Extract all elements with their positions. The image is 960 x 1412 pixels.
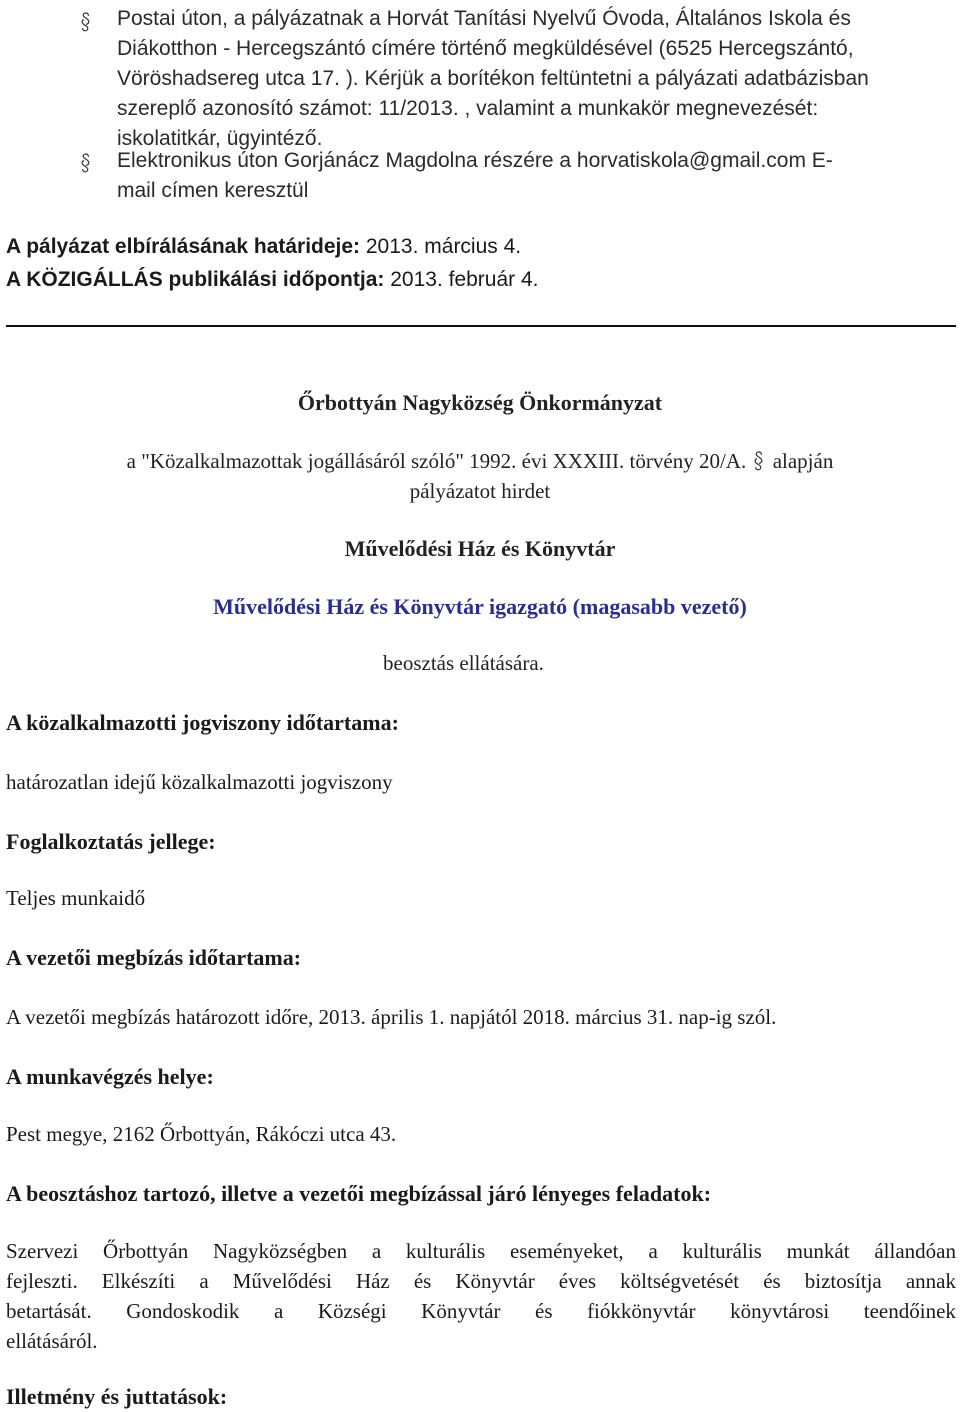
employment-duration-value: határozatlan idejű közalkalmazotti jogviszony xyxy=(6,770,393,794)
section-sign-icon xyxy=(80,153,92,173)
duties-line xyxy=(6,1236,956,1266)
word: a xyxy=(273,1299,284,1323)
word: Könyvtár xyxy=(455,1269,535,1293)
word: fejleszti. xyxy=(6,1269,78,1293)
word: annak xyxy=(905,1269,956,1293)
employment-type-value: Teljes munkaidő xyxy=(6,886,146,910)
word: betartását. xyxy=(6,1299,92,1323)
workplace-heading: A munkavégzés helye: xyxy=(6,1064,214,1089)
bullet-text: Elektronikus úton Gorjánácz Magdolna részére a horvatiskola@gmail.com E- mail címen keresztül xyxy=(117,149,833,202)
word: és xyxy=(413,1269,432,1293)
duties-heading: A beosztáshoz tartozó, illetve a vezetői megbízással járó lényeges feladatok: xyxy=(6,1181,712,1206)
announces-text: pályázatot hirdet xyxy=(409,479,551,503)
duties-line xyxy=(6,1266,956,1296)
word: Őrbottyán xyxy=(103,1239,189,1263)
word: kulturális xyxy=(682,1239,762,1263)
publication-date: A KÖZIGÁLLÁS publikálási időpontja: 2013. február 4. xyxy=(6,268,539,291)
salary-heading: Illetmény és juttatások: xyxy=(6,1384,228,1409)
organization-title: Őrbottyán Nagyközség Önkormányzat xyxy=(297,390,663,415)
legal-basis: a "Közalkalmazottak jogállásáról szóló" 1992. évi XXXIII. törvény 20/A. alapján xyxy=(126,449,834,473)
word: Nagyközségben xyxy=(212,1239,348,1263)
word: költségvetését xyxy=(620,1269,740,1293)
evaluation-deadline: A pályázat elbírálásának határideje: 2013. március 4. xyxy=(6,235,522,258)
word: Elkészíti xyxy=(101,1269,176,1293)
section-sign-icon xyxy=(80,12,92,32)
word: munkát xyxy=(786,1239,850,1263)
word: éves xyxy=(558,1269,597,1293)
employment-type-heading: Foglalkoztatás jellege: xyxy=(6,829,216,854)
position-title: Művelődési Ház és Könyvtár igazgató (magasabb vezető) xyxy=(213,594,747,619)
mandate-duration-heading: A vezetői megbízás időtartama: xyxy=(6,945,302,970)
word: fiókkönyvtár xyxy=(587,1299,696,1323)
word: biztosítja xyxy=(804,1269,882,1293)
institution-title: Művelődési Ház és Könyvtár xyxy=(344,536,616,561)
word: és xyxy=(763,1269,781,1293)
employment-duration-heading: A közalkalmazotti jogviszony időtartama: xyxy=(6,710,399,735)
word: állandóan xyxy=(874,1239,956,1263)
word: eseményeket, xyxy=(509,1239,624,1263)
word: Községi xyxy=(317,1299,387,1323)
word: kulturális xyxy=(405,1239,486,1263)
mandate-duration-value: A vezetői megbízás határozott időre, 2013. április 1. napjától 2018. március 31. nap-ig szól. xyxy=(6,1005,777,1029)
bullet-text: Postai úton, a pályázatnak a Horvát Tanítási Nyelvű Óvoda, Általános Iskola és Diákotthon - Hercegszántó címére történő megküldésével (6525 Hercegszántó, Vöröshadsereg utca 17. ). Kérjük a borítékon feltüntetni a pályázati adatbázisban szereplő azonosító számot: 11/2013. , valamint a munkakör megnevezését: iskolatitkár, ügyintéző. xyxy=(117,7,869,150)
word: könyvtárosi xyxy=(730,1299,830,1323)
workplace-value: Pest megye, 2162 Őrbottyán, Rákóczi utca 43. xyxy=(6,1122,397,1146)
section-sign-icon xyxy=(753,451,765,471)
word: és xyxy=(535,1299,553,1323)
divider xyxy=(6,325,956,327)
word: Szervezi xyxy=(6,1239,79,1263)
duties-line xyxy=(6,1296,956,1326)
duties-paragraph xyxy=(6,1236,956,1356)
word: Művelődési xyxy=(232,1269,332,1293)
word: a xyxy=(371,1239,382,1263)
word: a xyxy=(199,1269,209,1293)
word: Ház xyxy=(355,1269,390,1293)
word: a xyxy=(648,1239,658,1263)
position-suffix: beosztás ellátására. xyxy=(383,651,544,675)
word: Könyvtár xyxy=(421,1299,501,1323)
word: Gondoskodik xyxy=(126,1299,240,1323)
duties-line: ellátásáról. xyxy=(6,1329,98,1353)
word: teendőinek xyxy=(863,1299,956,1323)
